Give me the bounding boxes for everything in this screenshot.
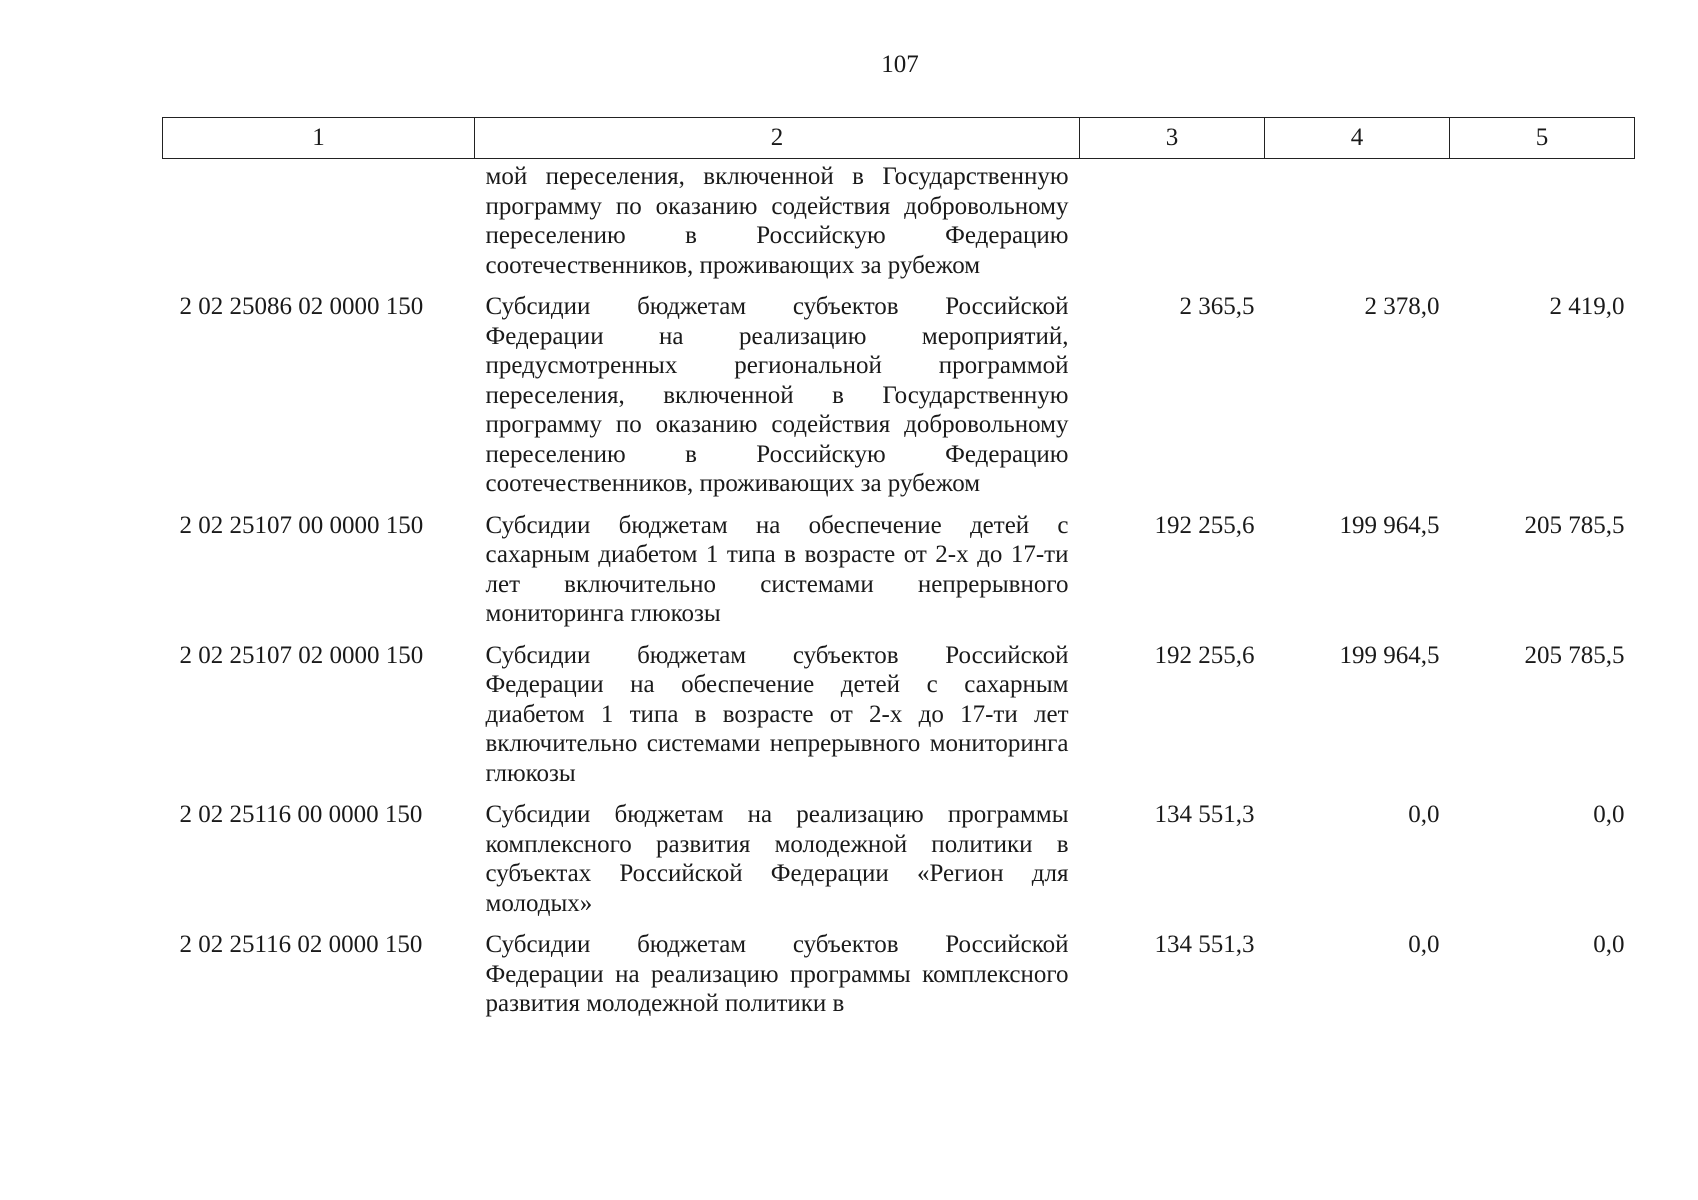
row-value-col3: 134 551,3 bbox=[1154, 931, 1255, 958]
row-value-col3: 2 365,5 bbox=[1179, 293, 1255, 320]
header-row bbox=[163, 118, 1635, 159]
table-row bbox=[163, 292, 1635, 511]
table-row bbox=[163, 159, 1635, 293]
row-description: Субсидии бюджетам на обеспечение детей с сахарным диабетом 1 типа в возрасте от 2-х до 17-ти лет включительно системами непрерывного мониторинга глюкозы bbox=[485, 511, 1069, 627]
row-code: 2 02 25107 02 0000 150 bbox=[179, 641, 424, 669]
header-col-2: 2 bbox=[475, 118, 1080, 159]
row-description: мой переселения, включенной в Государственную программу по оказанию содействия добровольному переселению в Российскую Федерацию соотечественников, проживающих за рубежом bbox=[485, 163, 1069, 279]
header-col-4: 4 bbox=[1265, 118, 1450, 159]
row-value-col4 bbox=[1265, 159, 1450, 293]
row-value-col5: 0,0 bbox=[1593, 931, 1625, 958]
row-description: Субсидии бюджетам субъектов Российской Федерации на реализацию программы комплексного развития молодежной политики в bbox=[485, 931, 1069, 1017]
row-value-col4: 2 378,0 bbox=[1364, 293, 1440, 320]
header-col-1: 1 bbox=[163, 118, 475, 159]
row-value-col5: 205 785,5 bbox=[1524, 511, 1625, 539]
table-row bbox=[163, 511, 1635, 641]
page-number: 107 bbox=[881, 51, 919, 78]
row-code: 2 02 25116 02 0000 150 bbox=[179, 931, 423, 958]
row-description: Субсидии бюджетам на реализацию программы комплексного развития молодежной политики в субъектах Российской Федерации «Регион для молодых» bbox=[485, 801, 1069, 917]
row-value-col5: 0,0 bbox=[1593, 801, 1625, 828]
row-code bbox=[163, 159, 475, 293]
table-body bbox=[163, 159, 1635, 1031]
row-value-col3: 192 255,6 bbox=[1154, 511, 1255, 539]
table-row bbox=[163, 930, 1635, 1031]
budget-table bbox=[162, 117, 1635, 1031]
row-value-col5: 2 419,0 bbox=[1549, 293, 1625, 320]
row-value-col4: 199 964,5 bbox=[1339, 641, 1440, 669]
row-value-col3: 192 255,6 bbox=[1154, 641, 1255, 669]
header-col-5: 5 bbox=[1450, 118, 1635, 159]
row-value-col4: 0,0 bbox=[1408, 931, 1440, 958]
table-row bbox=[163, 800, 1635, 930]
row-code: 2 02 25086 02 0000 150 bbox=[179, 293, 424, 320]
row-description: Субсидии бюджетам субъектов Российской Федерации на обеспечение детей с сахарным диабетом 1 типа в возрасте от 2-х до 17-ти лет включительно системами непрерывного мониторинга глюкозы bbox=[485, 641, 1069, 787]
table-row bbox=[163, 641, 1635, 801]
header-col-3: 3 bbox=[1080, 118, 1265, 159]
row-code: 2 02 25107 00 0000 150 bbox=[179, 511, 424, 539]
row-value-col3 bbox=[1080, 159, 1265, 293]
table-header bbox=[163, 118, 1635, 159]
row-code: 2 02 25116 00 0000 150 bbox=[179, 801, 423, 828]
row-description: Субсидии бюджетам субъектов Российской Федерации на реализацию мероприятий, предусмотренных региональной программой переселения, включенной в Государственную программу по оказанию содействия добровольному переселению в Российскую Федерацию соотечественников, проживающих за рубежом bbox=[485, 293, 1069, 497]
row-value-col5 bbox=[1450, 159, 1635, 293]
row-value-col5: 205 785,5 bbox=[1524, 641, 1625, 669]
row-value-col4: 199 964,5 bbox=[1339, 511, 1440, 539]
row-value-col3: 134 551,3 bbox=[1154, 801, 1255, 828]
row-value-col4: 0,0 bbox=[1408, 801, 1440, 828]
